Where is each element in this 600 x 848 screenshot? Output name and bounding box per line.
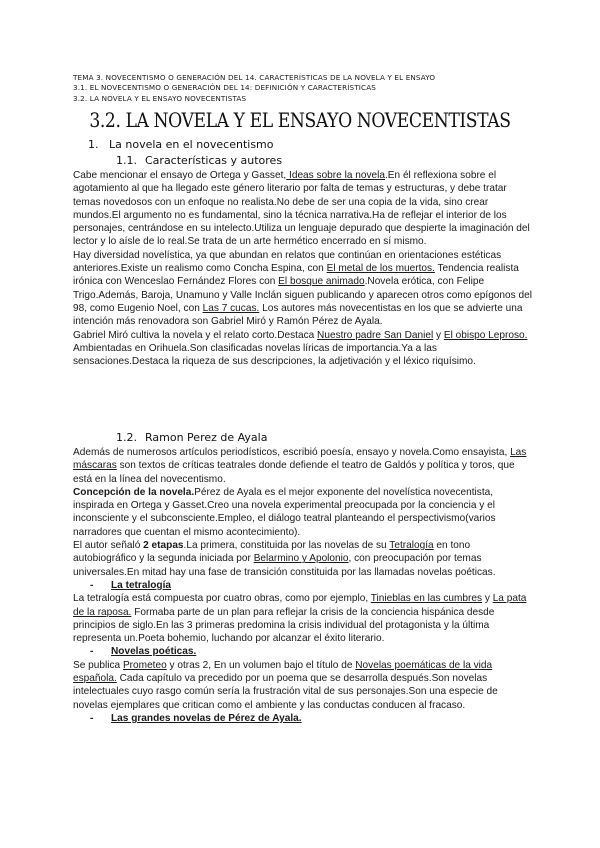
work-title: Las máscaras [73,447,527,472]
paragraph-ayala-intro: Además de numerosos artículos periodísticos, escribió poesía, ensayo y novela.Como ensayista, Las máscaras son textos de críticas teatrales donde defiende el teatro de Galdós y política y toros, que está en la línea del novecentismo. [73,447,527,485]
work-title: Tinieblas en las cumbres [370,593,483,605]
work-title: Novelas poemáticas de la vida española. [73,659,493,685]
work-title: El obispo Leproso. [443,329,528,341]
paragraph-miro: Gabriel Miró cultiva la novela y el relato corto.Destaca Nuestro padre San Daniel y El obispo Leproso. Ambientadas en Orihuela.Son clasificadas novelas líricas de importancia.Ya a las sensaciones.Destaca la riqueza de sus descripciones, la adjetivación y el léxico riquísimo. [73,329,528,368]
subsection-1-1-number: 1.1. [116,154,137,167]
work-title: Las 7 cucas. [202,302,260,314]
work-title: Tetralogía [389,540,434,552]
subsection-1-2-heading: Ramon Perez de Ayala [145,431,268,444]
body-block-1 [73,169,533,368]
paragraph-ortega: Cabe mencionar el ensayo de Ortega y Gasset, Ideas sobre la novela.En él reflexiona sobre el agotamiento al que ha llegado este género literario por falta de temas y estructuras, y debe tratar temas novedosos con un enfoque no realista.No debe de ser una copia de la vida, sino crear mundos.El argumento no es fundamental, sino la técnica narrativa.Ha de reflejar el interior de los personajes, centrándose en su intelecto.Utiliza un lenguaje depurado que despierte la imaginación del lector y lo aísle de lo real.Se trata de un arte hermético encerrado en sí mismo. [73,170,530,248]
subsection-1-2-number: 1.2. [116,431,137,444]
paragraph-tetralogia: La tetralogía está compuesta por cuatro obras, como por ejemplo, Tinieblas en las cumbres y La pata de la raposa. Formaba parte de un plan para reflejar la crisis de la conciencia hispánica desde principios de siglo.En las 3 primeras predomina la crisis individual del protagonista y la última representa un.Poeta bohemio, luchando por alcanzar el éxito literario. [73,593,527,645]
section-1-number: 1. [88,138,99,151]
paragraph-concepcion: Concepción de la novela.Pérez de Ayala es el mejor exponente del novelística novecentista, inspirada en Ortega y Gasset.Creo una novela experimental preocupada por la conciencia y el inconsciente y el subconsciente.Empleo, el diálogo teatral planteando el perspectivismo(varios narradores que cuentan el mismo acontecimiento). [73,486,496,538]
work-title: Nuestro padre San Daniel [317,329,434,341]
list-item-tetralogia: - La tetralogía [90,579,172,591]
paragraph-etapas: El autor señaló 2 etapas.La primera, constituida por las novelas de su Tetralogía en tono autobiográfico y la segunda iniciada por Belarmino y Apolonio, con preocupación por temas universales.En mitad hay una fase de transición constituida por las llamadas novelas poéticas. [73,540,496,578]
header-line-2: 3.1. EL NOVECENTISMO O GENERACIÓN DEL 14: DEFINICIÓN Y CARACTERÍSTICAS [73,83,377,92]
paragraph-diversity: Hay diversidad novelística, ya que abundan en relatos que continúan en orientaciones estéticas anteriores.Existe un realismo como Concha Espina, con El metal de los muertos. Tendencia realista irónica con Wenceslao Fernández Flores con El bosque animado.Novela erótica, con Felipe Trigo.Además, Baroja, Unamuno y Valle Inclán siguen publicando y aparecen otros como epígonos del 98, como Eugenio Noel, con Las 7 cucas. Los autores más novecentistas en los que se advierte una intención más renovadora son Gabriel Miró y Ramón Pérez de Ayala. [73,249,532,328]
page-title: 3.2. LA NOVELA Y EL ENSAYO NOVECENTISTAS [89,108,511,132]
header-line-3: 3.2. LA NOVELA Y EL ENSAYO NOVECENTISTAS [73,94,247,103]
work-title: El bosque animado [278,276,365,288]
section-1-heading: La novela en el novecentismo [109,138,274,151]
work-title: Prometeo [122,659,167,671]
work-title: La pata de la raposa. [73,593,527,618]
list-item-grandes-novelas: - Las grandes novelas de Pérez de Ayala. [90,712,302,724]
work-title: Belarmino y Apolonio [253,553,349,565]
work-title: Ideas sobre la novela [286,170,385,181]
list-item-novelas-poeticas: - Novelas poéticas. [90,646,197,658]
paragraph-novelas-poeticas: Se publica Prometeo y otras 2, En un volumen bajo el título de Novelas poemáticas de la vida española. Cada capítulo va precedido por un poema que se desarrolla después.Son novelas intelectuales cuyo rasgo común sería la frustración vital de sus personajes.Son una especie de novelas ejemplares que critican como el ambiente y las conductas conducen al fracaso. [73,659,498,711]
body-block-2 [73,446,533,725]
work-title: El metal de los muertos. [326,263,435,275]
subsection-1-1-heading: Características y autores [145,154,283,167]
header-line-1: TEMA 3. NOVECENTISMO O GENERACIÓN DEL 14. CARACTERÍSTICAS DE LA NOVELA Y EL ENSAYO [73,73,436,82]
